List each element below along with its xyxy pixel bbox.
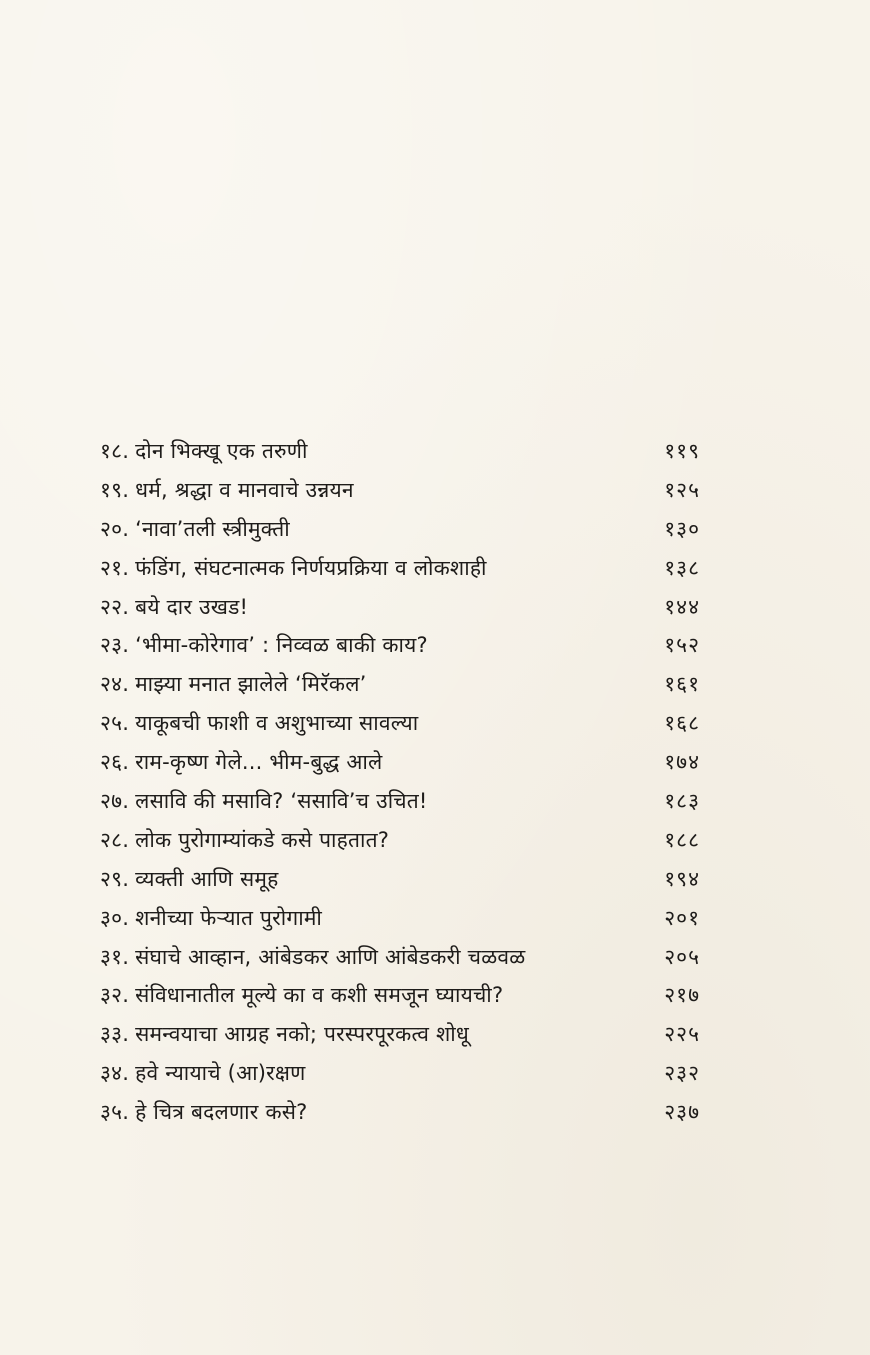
page-number: १६१	[664, 672, 700, 697]
toc-entry-left	[100, 788, 428, 813]
chapter-number: २१.	[100, 555, 130, 580]
chapter-title: संघाचे आव्हान, आंबेडकर आणि आंबेडकरी चळवळ	[135, 944, 526, 969]
toc-entry-left	[100, 594, 249, 619]
chapter-number: २४.	[100, 672, 130, 697]
toc-entry	[100, 1015, 700, 1054]
page-number: २१७	[664, 983, 700, 1008]
chapter-title: दोन भिक्खू एक तरुणी	[135, 438, 308, 463]
toc-entry	[100, 860, 700, 899]
toc-entry	[100, 782, 700, 821]
toc-entry	[100, 510, 700, 549]
page-number: १३८	[664, 555, 700, 580]
page-number: १३०	[664, 516, 700, 541]
toc-entry-left	[100, 477, 354, 502]
chapter-title: याकूबची फाशी व अशुभाच्या सावल्या	[135, 711, 419, 736]
chapter-title: फंडिंग, संघटनात्मक निर्णयप्रक्रिया व लोकशाही	[135, 555, 487, 580]
page-number: १९४	[664, 866, 700, 891]
chapter-number: २६.	[100, 750, 130, 775]
chapter-title: धर्म, श्रद्धा व मानवाचे उन्नयन	[135, 477, 354, 502]
page-number: २०५	[664, 944, 700, 969]
page-number: १६८	[664, 711, 700, 736]
toc-entry	[100, 704, 700, 743]
page-number: १७४	[664, 750, 700, 775]
chapter-title: माझ्या मनात झालेले ‘मिरॅकल’	[135, 672, 367, 697]
toc-entry-left	[100, 985, 503, 1006]
page-number: २३२	[664, 1061, 700, 1086]
chapter-number: ३०.	[100, 905, 130, 930]
toc-entry-left	[100, 905, 323, 930]
chapter-number: २९.	[100, 866, 130, 891]
chapter-title: ‘नावा’तली स्त्रीमुक्ती	[135, 516, 290, 541]
toc-entry	[100, 665, 700, 704]
chapter-title: लोक पुरोगाम्यांकडे कसे पाहतात?	[135, 827, 390, 852]
chapter-number: ३३.	[100, 1022, 130, 1047]
toc-entry-left	[100, 1024, 469, 1045]
chapter-title: हवे न्यायाचे (आ)रक्षण	[135, 1061, 306, 1086]
chapter-title: ‘भीमा-कोरेगाव’ : निव्वळ बाकी काय?	[135, 633, 428, 658]
toc-entry-left	[100, 827, 390, 852]
toc-entry-left	[100, 944, 526, 969]
page-number: ११९	[664, 438, 700, 463]
chapter-number: १८.	[100, 438, 130, 463]
toc-entry-left	[100, 635, 428, 656]
toc-entry-left	[100, 866, 279, 891]
chapter-number: २७.	[100, 788, 130, 813]
chapter-number: १९.	[100, 477, 130, 502]
chapter-number: ३५.	[100, 1100, 130, 1125]
chapter-number: २०.	[100, 516, 130, 541]
chapter-title: बये दार उखड!	[135, 594, 249, 619]
page-number: १४४	[664, 594, 700, 619]
toc-entry	[100, 976, 700, 1015]
toc-entry	[100, 626, 700, 665]
toc-entry-left	[100, 1102, 308, 1123]
chapter-title: लसावि की मसावि? ‘ससावि’च उचित!	[135, 788, 428, 813]
chapter-number: २८.	[100, 827, 130, 852]
chapter-number: २२.	[100, 594, 130, 619]
page-number: १८८	[664, 827, 700, 852]
toc-entry-left	[100, 516, 290, 541]
chapter-title: राम-कृष्ण गेले... भीम-बुद्ध आले	[135, 750, 383, 775]
chapter-title: समन्वयाचा आग्रह नको; परस्परपूरकत्व शोधू	[135, 1022, 470, 1047]
chapter-number: ३४.	[100, 1061, 130, 1086]
page-number: १२५	[664, 477, 700, 502]
toc-entry	[100, 471, 700, 510]
page-number: २३७	[664, 1100, 700, 1125]
toc-entry	[100, 588, 700, 627]
page-number: २०१	[664, 905, 700, 930]
toc-entry	[100, 549, 700, 588]
toc-entry	[100, 1093, 700, 1132]
chapter-number: ३२.	[100, 983, 130, 1008]
chapter-number: २३.	[100, 633, 130, 658]
page-number: २२५	[664, 1022, 700, 1047]
page-number: १५२	[664, 633, 700, 658]
chapter-number: २५.	[100, 711, 130, 736]
toc-entry-left	[100, 555, 487, 580]
chapter-title: हे चित्र बदलणार कसे?	[135, 1100, 308, 1125]
toc-entry-left	[100, 752, 382, 773]
toc-entry	[100, 821, 700, 860]
toc-entry	[100, 938, 700, 977]
toc-entry-left	[100, 713, 418, 734]
toc-entry-left	[100, 438, 308, 463]
toc-entry-left	[100, 674, 367, 695]
toc-entry	[100, 899, 700, 938]
table-of-contents	[100, 432, 700, 1132]
toc-entry	[100, 432, 700, 471]
chapter-number: ३१.	[100, 944, 130, 969]
chapter-title: शनीच्या फेऱ्यात पुरोगामी	[135, 905, 323, 930]
chapter-title: व्यक्ती आणि समूह	[135, 866, 279, 891]
toc-entry	[100, 743, 700, 782]
toc-entry	[100, 1054, 700, 1093]
chapter-title: संविधानातील मूल्ये का व कशी समजून घ्यायची?	[135, 983, 504, 1008]
toc-entry-left	[100, 1063, 306, 1084]
page-number: १८३	[664, 788, 700, 813]
